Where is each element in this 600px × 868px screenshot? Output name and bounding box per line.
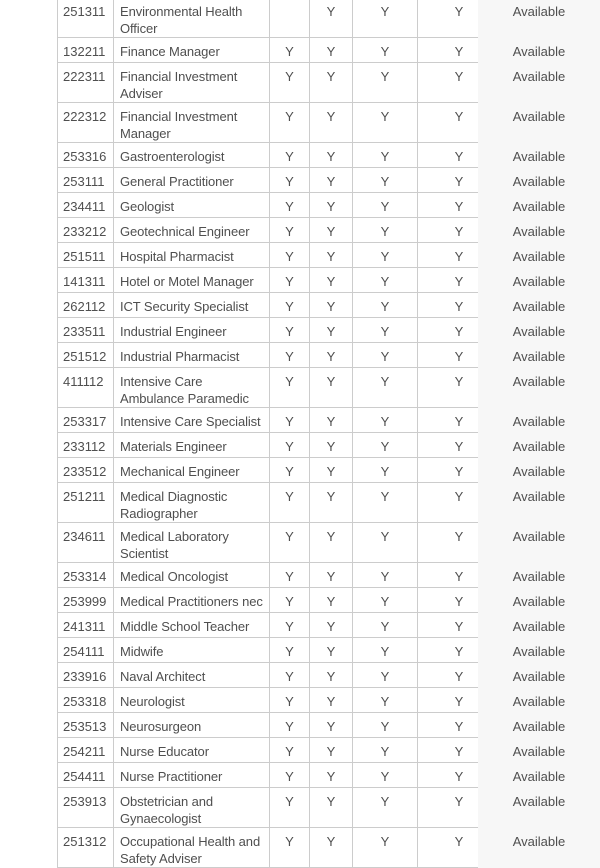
visa-flag-cell-3: Y [353,828,418,868]
visa-flag-cell-3: Y [353,663,418,688]
availability-cell: Available [478,713,600,738]
availability-cell: Available [478,788,600,828]
anzsco-code-cell: 233916 [57,663,114,688]
table-row [57,38,600,63]
occupation-cell: Financial Investment Manager [114,103,270,143]
occupation-cell: Medical Oncologist [114,563,270,588]
table-row [57,563,600,588]
occupation-cell: Mechanical Engineer [114,458,270,483]
availability-cell: Available [478,828,600,868]
occupation-cell: Naval Architect [114,663,270,688]
occupation-cell: Financial Investment Adviser [114,63,270,103]
anzsco-code-cell: 251511 [57,243,114,268]
occupation-cell: Medical Diagnostic Radiographer [114,483,270,523]
anzsco-code-cell: 254211 [57,738,114,763]
visa-flag-cell-3: Y [353,218,418,243]
availability-cell: Available [478,563,600,588]
visa-flag-cell-1: Y [270,293,310,318]
anzsco-code-cell: 241311 [57,613,114,638]
table-row [57,688,600,713]
visa-flag-cell-2: Y [310,523,353,563]
visa-flag-cell-2: Y [310,458,353,483]
visa-flag-cell-4: Y [418,193,478,218]
visa-flag-cell-4: Y [418,318,478,343]
anzsco-code-cell: 253513 [57,713,114,738]
visa-flag-cell-2: Y [310,788,353,828]
availability-cell: Available [478,588,600,613]
visa-flag-cell-4: Y [418,763,478,788]
visa-flag-cell-4: Y [418,38,478,63]
visa-flag-cell-4: Y [418,243,478,268]
anzsco-code-cell: 132211 [57,38,114,63]
visa-flag-cell-2: Y [310,268,353,293]
visa-flag-cell-4: Y [418,168,478,193]
availability-cell: Available [478,63,600,103]
table-row [57,218,600,243]
visa-flag-cell-1: Y [270,343,310,368]
occupation-cell: Middle School Teacher [114,613,270,638]
availability-cell: Available [478,318,600,343]
visa-flag-cell-3: Y [353,168,418,193]
anzsco-code-cell: 262112 [57,293,114,318]
visa-flag-cell-2: Y [310,193,353,218]
visa-flag-cell-4: Y [418,588,478,613]
visa-flag-cell-1: Y [270,663,310,688]
visa-flag-cell-1: Y [270,638,310,663]
visa-flag-cell-4: Y [418,458,478,483]
visa-flag-cell-1: Y [270,763,310,788]
availability-cell: Available [478,293,600,318]
visa-flag-cell-4: Y [418,408,478,433]
occupation-cell: Industrial Engineer [114,318,270,343]
availability-cell: Available [478,218,600,243]
visa-flag-cell-4: Y [418,738,478,763]
availability-cell: Available [478,613,600,638]
availability-cell: Available [478,0,600,38]
anzsco-code-cell: 253314 [57,563,114,588]
visa-flag-cell-3: Y [353,63,418,103]
visa-flag-cell-3: Y [353,588,418,613]
occupation-cell: ICT Security Specialist [114,293,270,318]
table-row [57,638,600,663]
visa-flag-cell-3: Y [353,738,418,763]
occupation-cell: Neurologist [114,688,270,713]
anzsco-code-cell: 253318 [57,688,114,713]
availability-cell: Available [478,143,600,168]
availability-cell: Available [478,483,600,523]
visa-flag-cell-3: Y [353,103,418,143]
table-row [57,103,600,143]
visa-flag-cell-1: Y [270,193,310,218]
table-row [57,738,600,763]
visa-flag-cell-1: Y [270,523,310,563]
visa-flag-cell-3: Y [353,143,418,168]
table-row [57,408,600,433]
occupation-cell: Gastroenterologist [114,143,270,168]
visa-flag-cell-2: Y [310,343,353,368]
visa-flag-cell-3: Y [353,688,418,713]
visa-flag-cell-4: Y [418,523,478,563]
table-row [57,613,600,638]
visa-flag-cell-3: Y [353,408,418,433]
visa-flag-cell-3: Y [353,343,418,368]
availability-cell: Available [478,38,600,63]
visa-flag-cell-4: Y [418,638,478,663]
occupation-cell: Hospital Pharmacist [114,243,270,268]
table-row [57,458,600,483]
visa-flag-cell-2: Y [310,588,353,613]
visa-flag-cell-1 [270,0,310,38]
visa-flag-cell-4: Y [418,663,478,688]
visa-flag-cell-1: Y [270,368,310,408]
anzsco-code-cell: 233212 [57,218,114,243]
table-row [57,193,600,218]
visa-flag-cell-1: Y [270,318,310,343]
anzsco-code-cell: 234411 [57,193,114,218]
visa-flag-cell-4: Y [418,483,478,523]
occupation-cell: Industrial Pharmacist [114,343,270,368]
visa-flag-cell-3: Y [353,483,418,523]
visa-flag-cell-1: Y [270,458,310,483]
visa-flag-cell-4: Y [418,293,478,318]
anzsco-code-cell: 233511 [57,318,114,343]
visa-flag-cell-3: Y [353,523,418,563]
visa-flag-cell-1: Y [270,613,310,638]
visa-flag-cell-2: Y [310,563,353,588]
visa-flag-cell-4: Y [418,613,478,638]
visa-flag-cell-2: Y [310,738,353,763]
anzsco-code-cell: 251311 [57,0,114,38]
occupation-cell: Finance Manager [114,38,270,63]
occupation-cell: Hotel or Motel Manager [114,268,270,293]
visa-flag-cell-4: Y [418,268,478,293]
table-row [57,143,600,168]
anzsco-code-cell: 222311 [57,63,114,103]
visa-flag-cell-4: Y [418,343,478,368]
visa-flag-cell-2: Y [310,408,353,433]
visa-flag-cell-2: Y [310,168,353,193]
visa-flag-cell-4: Y [418,63,478,103]
visa-flag-cell-4: Y [418,788,478,828]
visa-flag-cell-2: Y [310,663,353,688]
table-row [57,483,600,523]
availability-cell: Available [478,268,600,293]
visa-flag-cell-4: Y [418,143,478,168]
occupation-cell: Occupational Health and Safety Adviser [114,828,270,868]
table-row [57,788,600,828]
table-row [57,763,600,788]
visa-flag-cell-3: Y [353,38,418,63]
visa-flag-cell-2: Y [310,433,353,458]
availability-cell: Available [478,688,600,713]
visa-flag-cell-2: Y [310,638,353,663]
visa-flag-cell-2: Y [310,763,353,788]
visa-flag-cell-1: Y [270,688,310,713]
visa-flag-cell-2: Y [310,828,353,868]
visa-flag-cell-4: Y [418,0,478,38]
visa-flag-cell-3: Y [353,458,418,483]
anzsco-code-cell: 253111 [57,168,114,193]
table-row [57,588,600,613]
visa-flag-cell-2: Y [310,63,353,103]
table-row [57,63,600,103]
table-row [57,663,600,688]
visa-flag-cell-1: Y [270,63,310,103]
visa-flag-cell-1: Y [270,563,310,588]
anzsco-code-cell: 251512 [57,343,114,368]
visa-flag-cell-1: Y [270,218,310,243]
anzsco-code-cell: 233112 [57,433,114,458]
visa-flag-cell-1: Y [270,408,310,433]
visa-flag-cell-4: Y [418,688,478,713]
visa-flag-cell-3: Y [353,563,418,588]
visa-flag-cell-1: Y [270,38,310,63]
anzsco-code-cell: 141311 [57,268,114,293]
visa-flag-cell-2: Y [310,143,353,168]
availability-cell: Available [478,368,600,408]
anzsco-code-cell: 234611 [57,523,114,563]
visa-flag-cell-2: Y [310,103,353,143]
table-row [57,293,600,318]
table-row [57,713,600,738]
table-row [57,433,600,458]
visa-flag-cell-1: Y [270,433,310,458]
visa-flag-cell-4: Y [418,828,478,868]
anzsco-code-cell: 222312 [57,103,114,143]
table-row [57,243,600,268]
visa-flag-cell-2: Y [310,218,353,243]
availability-cell: Available [478,168,600,193]
anzsco-code-cell: 253999 [57,588,114,613]
visa-flag-cell-1: Y [270,483,310,523]
visa-flag-cell-3: Y [353,0,418,38]
availability-cell: Available [478,408,600,433]
table-row [57,828,600,868]
visa-flag-cell-1: Y [270,103,310,143]
visa-flag-cell-3: Y [353,788,418,828]
visa-flag-cell-4: Y [418,713,478,738]
visa-flag-cell-3: Y [353,193,418,218]
visa-flag-cell-3: Y [353,243,418,268]
visa-flag-cell-3: Y [353,318,418,343]
visa-flag-cell-2: Y [310,243,353,268]
visa-flag-cell-2: Y [310,368,353,408]
visa-flag-cell-2: Y [310,483,353,523]
visa-flag-cell-2: Y [310,613,353,638]
occupation-cell: Materials Engineer [114,433,270,458]
occupation-cell: Geologist [114,193,270,218]
availability-cell: Available [478,458,600,483]
occupation-cell: Neurosurgeon [114,713,270,738]
table-row [57,0,600,38]
visa-flag-cell-3: Y [353,713,418,738]
occupation-cell: Medical Practitioners nec [114,588,270,613]
anzsco-code-cell: 253913 [57,788,114,828]
visa-flag-cell-2: Y [310,713,353,738]
anzsco-code-cell: 253317 [57,408,114,433]
occupation-cell: Intensive Care Ambulance Paramedic [114,368,270,408]
visa-flag-cell-1: Y [270,243,310,268]
anzsco-code-cell: 251211 [57,483,114,523]
occupation-cell: Obstetrician and Gynaecologist [114,788,270,828]
anzsco-code-cell: 253316 [57,143,114,168]
availability-cell: Available [478,763,600,788]
visa-flag-cell-1: Y [270,588,310,613]
table-row [57,368,600,408]
visa-flag-cell-1: Y [270,738,310,763]
availability-cell: Available [478,523,600,563]
visa-flag-cell-1: Y [270,168,310,193]
availability-cell: Available [478,433,600,458]
visa-flag-cell-2: Y [310,38,353,63]
occupation-cell: General Practitioner [114,168,270,193]
visa-flag-cell-4: Y [418,563,478,588]
visa-flag-cell-3: Y [353,268,418,293]
visa-flag-cell-2: Y [310,0,353,38]
visa-flag-cell-1: Y [270,268,310,293]
visa-flag-cell-2: Y [310,318,353,343]
visa-flag-cell-4: Y [418,433,478,458]
visa-flag-cell-3: Y [353,433,418,458]
occupation-cell: Nurse Educator [114,738,270,763]
visa-flag-cell-4: Y [418,103,478,143]
occupation-cell: Midwife [114,638,270,663]
occupation-table [57,0,600,868]
availability-cell: Available [478,243,600,268]
anzsco-code-cell: 233512 [57,458,114,483]
availability-cell: Available [478,343,600,368]
occupation-cell: Intensive Care Specialist [114,408,270,433]
visa-flag-cell-3: Y [353,763,418,788]
availability-cell: Available [478,663,600,688]
visa-flag-cell-4: Y [418,218,478,243]
occupation-cell: Geotechnical Engineer [114,218,270,243]
table-row [57,343,600,368]
visa-flag-cell-1: Y [270,143,310,168]
anzsco-code-cell: 251312 [57,828,114,868]
visa-flag-cell-3: Y [353,638,418,663]
visa-flag-cell-4: Y [418,368,478,408]
anzsco-code-cell: 254411 [57,763,114,788]
anzsco-code-cell: 411112 [57,368,114,408]
visa-flag-cell-2: Y [310,293,353,318]
availability-cell: Available [478,103,600,143]
visa-flag-cell-3: Y [353,368,418,408]
anzsco-code-cell: 254111 [57,638,114,663]
occupation-cell: Medical Laboratory Scientist [114,523,270,563]
availability-cell: Available [478,193,600,218]
visa-flag-cell-2: Y [310,688,353,713]
visa-flag-cell-3: Y [353,613,418,638]
table-row [57,318,600,343]
visa-flag-cell-1: Y [270,713,310,738]
visa-flag-cell-1: Y [270,828,310,868]
availability-cell: Available [478,638,600,663]
occupation-cell: Nurse Practitioner [114,763,270,788]
table-row [57,268,600,293]
availability-cell: Available [478,738,600,763]
table-row [57,523,600,563]
occupation-cell: Environmental Health Officer [114,0,270,38]
table-row [57,168,600,193]
visa-flag-cell-3: Y [353,293,418,318]
visa-flag-cell-1: Y [270,788,310,828]
